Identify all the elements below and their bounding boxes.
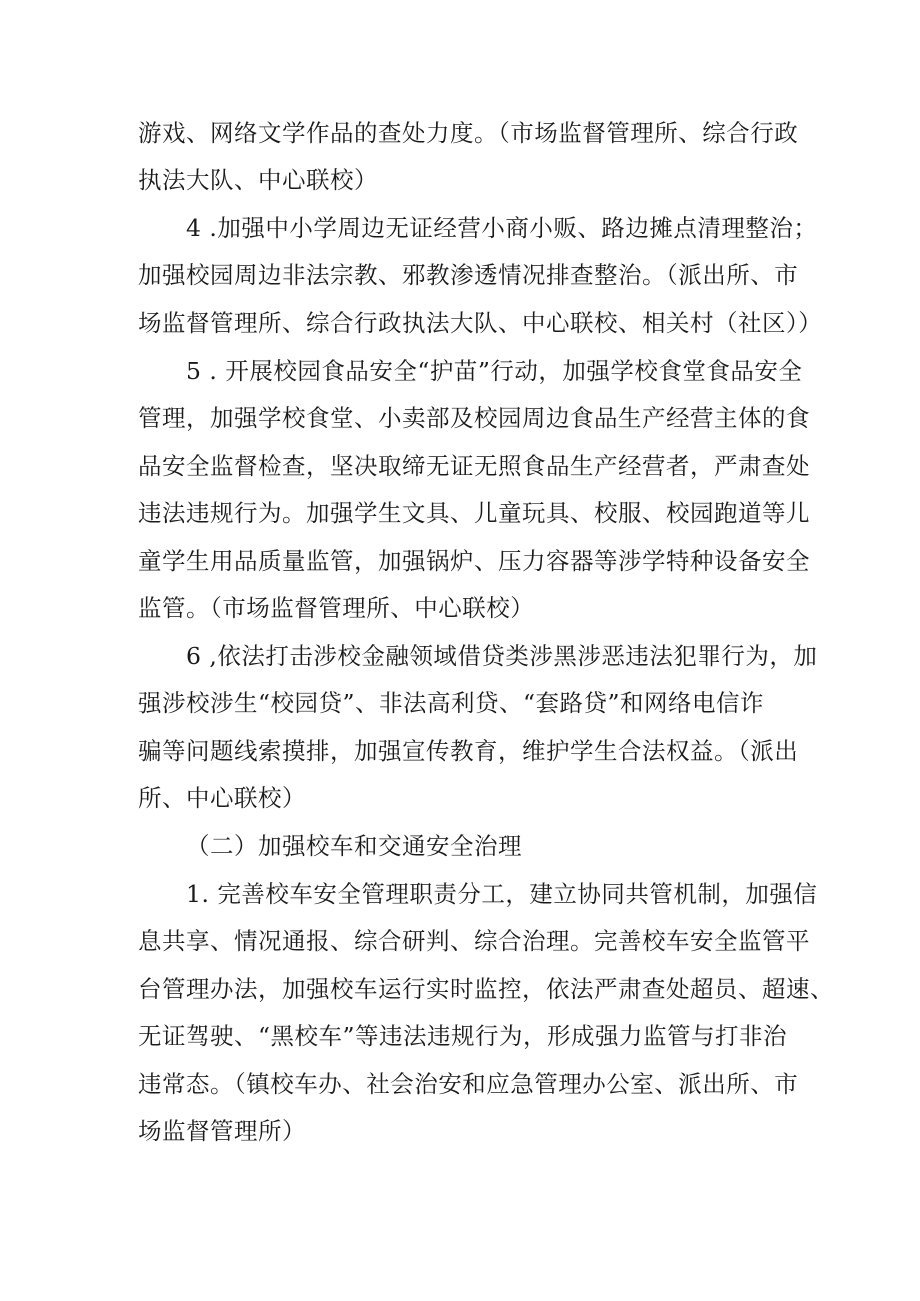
paragraph-1-line-1: 1. 完善校车安全管理职责分工，建立协同共管机制，加强信: [186, 880, 818, 908]
paragraph-5-line-2: 管理，加强学校食堂、小卖部及校园周边食品生产经营主体的食: [138, 404, 810, 432]
paragraph-6-line-1: 6 ,依法打击涉校金融领域借贷类涉黑涉恶违法犯罪行为，加: [186, 642, 818, 670]
paragraph-5-line-5: 童学生用品质量监管，加强锅炉、压力容器等涉学特种设备安全: [138, 547, 810, 575]
paragraph-1-line-6: 场监督管理所）: [138, 1117, 306, 1145]
paragraph-5-line-3: 品安全监督检查，坚决取缔无证无照食品生产经营者，严肃查处: [138, 452, 810, 480]
paragraph-1-line-2: 息共享、情况通报、综合研判、综合治理。完善校车安全监管平: [138, 927, 810, 955]
paragraph-5-line-6: 监管。（市场监督管理所、中心联校）: [138, 594, 535, 622]
paragraph-1-line-5: 违常态。（镇校车办、社会治安和应急管理办公室、派出所、市: [138, 1070, 799, 1098]
paragraph-5-line-4: 违法违规行为。加强学生文具、儿童玩具、校服、校园跑道等儿: [138, 499, 810, 527]
paragraph-4-line-1: 4 .加强中小学周边无证经营小商小贩、路边摊点清理整治；: [186, 214, 818, 242]
paragraph-5-line-1: 5 . 开展校园食品安全“护苗”行动，加强学校食堂食品安全: [186, 357, 803, 385]
paragraph-6-line-3: 骗等问题线索摸排，加强宣传教育，维护学生合法权益。（派出: [138, 737, 799, 765]
paragraph-4-line-2: 加强校园周边非法宗教、邪教渗透情况排查整治。（派出所、市: [138, 261, 799, 289]
paragraph-4-line-3: 场监督管理所、综合行政执法大队、中心联校、相关村（社区））: [138, 309, 823, 337]
text-line-1: 游戏、网络文学作品的查处力度。（市场监督管理所、综合行政: [138, 119, 799, 147]
paragraph-6-line-2: 强涉校涉生“校园贷”、非法高利贷、“套路贷”和网络电信诈: [138, 689, 765, 717]
paragraph-6-line-4: 所、中心联校）: [138, 784, 306, 812]
section-heading: （二）加强校车和交通安全治理: [186, 832, 522, 860]
paragraph-1-line-4: 无证驾驶、“黑校车”等违法违规行为，形成强力监管与打非治: [138, 1022, 788, 1050]
paragraph-1-line-3: 台管理办法，加强校车运行实时监控，依法严肃查处超员、超速、: [138, 975, 834, 1003]
text-line-2: 执法大队、中心联校）: [138, 166, 378, 194]
